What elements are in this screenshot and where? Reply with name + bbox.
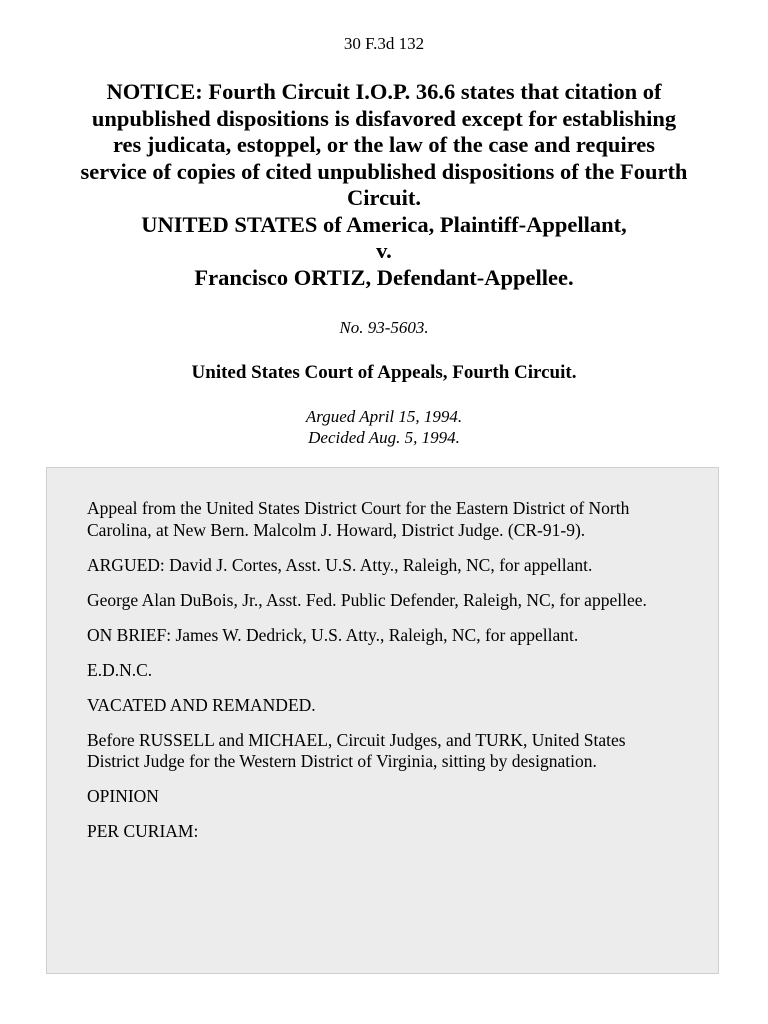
panel-paragraph: Before RUSSELL and MICHAEL, Circuit Judges, and TURK, United States District Judge for the Western District of Virginia, sitting by designation. xyxy=(87,729,626,771)
appeal-from-paragraph: Appeal from the United States District Court for the Eastern District of North Carolina, at New Bern. Malcolm J. Howard, District Judge. (CR-91-9). xyxy=(87,498,630,540)
notice-line: res judicata, estoppel, or the law of the case and requires xyxy=(112,132,656,157)
case-caption xyxy=(40,79,728,291)
per-curiam-heading: PER CURIAM: xyxy=(87,821,199,841)
versus-label: v. xyxy=(376,238,392,263)
plaintiff-party: UNITED STATES of America, Plaintiff-Appellant, xyxy=(141,211,627,237)
disposition-text: VACATED AND REMANDED. xyxy=(87,694,316,715)
district-abbreviation: E.D.N.C. xyxy=(87,659,153,680)
reporter-citation: 30 F.3d 132 xyxy=(343,34,425,53)
court-name: United States Court of Appeals, Fourth Circuit. xyxy=(191,362,577,383)
argued-date: Argued April 15, 1994. xyxy=(305,407,463,426)
case-details-content xyxy=(87,498,677,856)
case-details-panel xyxy=(46,467,719,974)
opinion-heading: OPINION xyxy=(87,786,159,806)
appellee-counsel-paragraph: George Alan DuBois, Jr., Asst. Fed. Public Defender, Raleigh, NC, for appellee. xyxy=(87,589,647,610)
notice-line: unpublished dispositions is disfavored except for establishing xyxy=(91,105,677,131)
defendant-party: Francisco ORTIZ, Defendant-Appellee. xyxy=(194,264,574,290)
notice-line: service of copies of cited unpublished dispositions of the Fourth xyxy=(80,158,688,184)
decided-date: Decided Aug. 5, 1994. xyxy=(308,428,460,447)
argued-counsel-paragraph: ARGUED: David J. Cortes, Asst. U.S. Atty., Raleigh, NC, for appellant. xyxy=(87,554,593,575)
on-brief-paragraph: ON BRIEF: James W. Dedrick, U.S. Atty., Raleigh, NC, for appellant. xyxy=(87,624,579,645)
docket-number: No. 93-5603. xyxy=(339,318,429,337)
notice-line: Circuit. xyxy=(347,185,421,210)
case-dates xyxy=(0,406,768,448)
notice-line: NOTICE: Fourth Circuit I.O.P. 36.6 states that citation of xyxy=(106,79,662,104)
